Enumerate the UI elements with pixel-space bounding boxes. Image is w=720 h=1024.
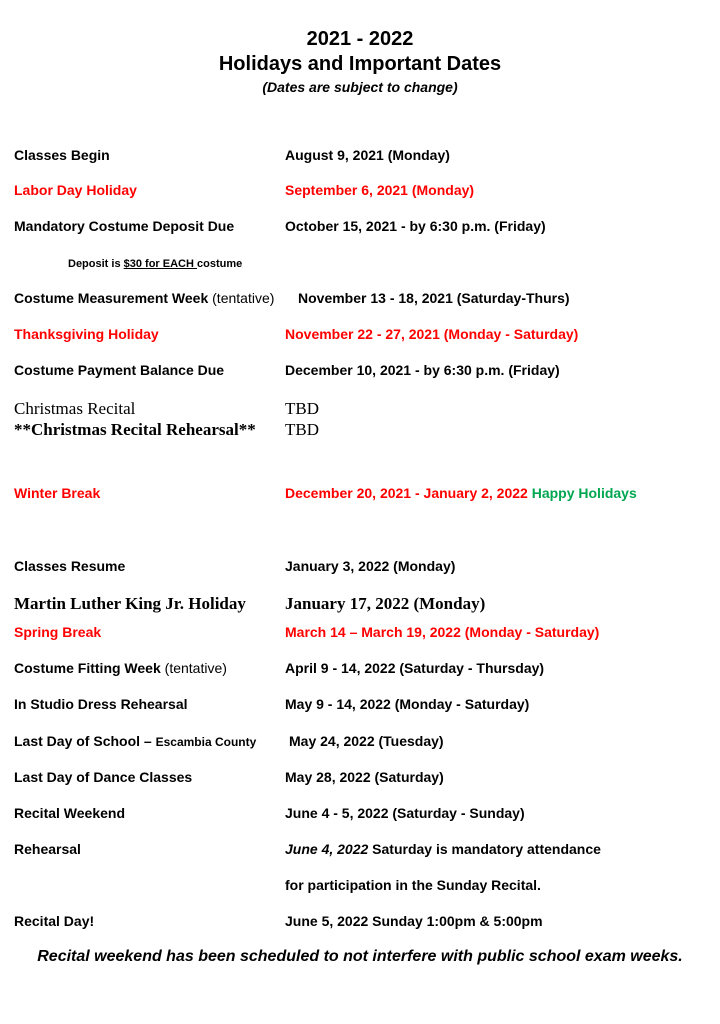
row-date: June 4, 2022 Saturday is mandatory attendance	[285, 841, 601, 857]
row-date: January 17, 2022 (Monday)	[285, 594, 486, 613]
row-label: Labor Day Holiday	[14, 182, 137, 198]
row-date: November 13 - 18, 2021 (Saturday-Thurs)	[298, 290, 570, 306]
row-label: Classes Resume	[14, 558, 126, 574]
row-label: Recital Day!	[14, 913, 95, 929]
row-date-continued: for participation in the Sunday Recital.	[285, 877, 541, 893]
row-label: Spring Break	[14, 624, 102, 640]
happy-holidays: Happy Holidays	[531, 485, 637, 501]
row-date: November 22 - 27, 2021 (Monday - Saturday)	[285, 326, 579, 342]
row-date: December 10, 2021 - by 6:30 p.m. (Friday)	[285, 362, 560, 378]
row-date: TBD	[285, 399, 319, 418]
year-heading: 2021 - 2022	[306, 28, 414, 50]
row-label: Costume Measurement Week (tentative)	[14, 290, 275, 306]
deposit-note: Deposit is $30 for EACH costume	[68, 258, 243, 270]
row-date: August 9, 2021 (Monday)	[285, 147, 450, 163]
row-label: Classes Begin	[14, 147, 110, 163]
row-label: Costume Fitting Week (tentative)	[14, 660, 227, 676]
row-date: December 20, 2021 - January 2, 2022 Happy Holidays	[285, 485, 637, 501]
tentative-tag: (tentative)	[164, 660, 227, 676]
row-date: May 9 - 14, 2022 (Monday - Saturday)	[285, 696, 530, 712]
row-date: September 6, 2021 (Monday)	[285, 182, 475, 198]
deposit-amount: $30 for EACH	[123, 258, 197, 270]
row-label: Rehearsal	[14, 841, 81, 857]
row-label: Last Day of Dance Classes	[14, 769, 193, 785]
row-date: January 3, 2022 (Monday)	[285, 558, 456, 574]
row-date: October 15, 2021 - by 6:30 p.m. (Friday)	[285, 218, 546, 234]
row-label: Christmas Recital	[14, 399, 136, 418]
footer-note: Recital weekend has been scheduled to not interfere with public school exam weeks.	[37, 948, 683, 965]
row-label: Last Day of School – Escambia County	[14, 733, 257, 749]
row-label: Recital Weekend	[14, 805, 126, 821]
row-date: April 9 - 14, 2022 (Saturday - Thursday)	[285, 660, 545, 676]
row-label: **Christmas Recital Rehearsal**	[14, 420, 256, 439]
row-date: March 14 – March 19, 2022 (Monday - Saturday)	[285, 624, 600, 640]
row-label: Mandatory Costume Deposit Due	[14, 218, 235, 234]
row-label: Costume Payment Balance Due	[14, 362, 225, 378]
row-date: May 28, 2022 (Saturday)	[285, 769, 444, 785]
row-label: Thanksgiving Holiday	[14, 326, 159, 342]
rehearsal-date: June 4, 2022	[285, 841, 369, 857]
page-subtitle: (Dates are subject to change)	[262, 79, 458, 95]
row-date: June 4 - 5, 2022 (Saturday - Sunday)	[285, 805, 525, 821]
row-label: Winter Break	[14, 485, 101, 501]
row-label: Martin Luther King Jr. Holiday	[14, 594, 246, 613]
county-label: Escambia County	[155, 735, 257, 749]
row-date: TBD	[285, 420, 319, 439]
row-date: June 5, 2022 Sunday 1:00pm & 5:00pm	[285, 913, 543, 929]
row-label: In Studio Dress Rehearsal	[14, 696, 188, 712]
row-date: May 24, 2022 (Tuesday)	[289, 733, 444, 749]
tentative-tag: (tentative)	[212, 290, 275, 306]
page-title: Holidays and Important Dates	[218, 53, 502, 75]
